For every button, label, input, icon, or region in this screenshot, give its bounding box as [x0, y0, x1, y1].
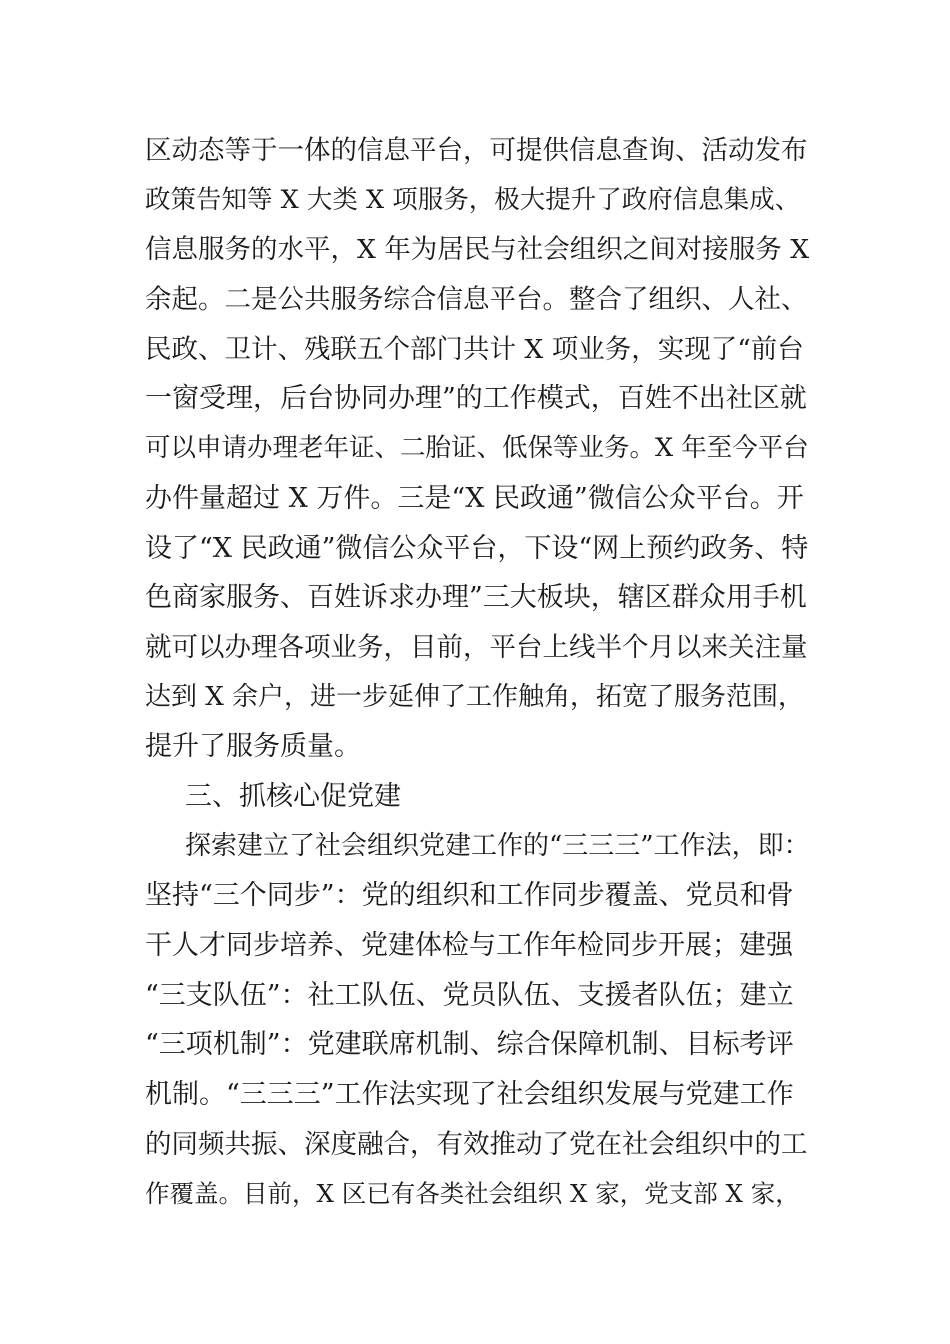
paragraph-first-line: 探索建立了社会组织党建工作的“三三三”工作法，即： [185, 830, 810, 861]
text-line: 设了“X 民政通”微信公众平台，下设“网上预约政务、特 [145, 532, 809, 564]
text-line: 办件量超过 X 万件。三是“X 民政通”微信公众平台。开 [145, 482, 804, 514]
text-line: 区动态等于一体的信息平台，可提供信息查询、活动发布 [145, 135, 808, 166]
text-line: 坚持“三个同步”：党的组织和工作同步覆盖、党员和骨 [145, 880, 794, 912]
text-line: 就可以办理各项业务，目前，平台上线半个月以来关注量 [145, 631, 808, 663]
text-line: 余起。二是公共服务综合信息平台。整合了组织、人社、 [145, 284, 808, 316]
text-line: 的同频共振、深度融合，有效推动了党在社会组织中的工 [145, 1128, 808, 1160]
text-line: “三项机制”：党建联席机制、综合保障机制、目标考评 [145, 1029, 794, 1061]
body-text [145, 126, 810, 1219]
text-line: “三支队伍”：社工队伍、党员队伍、支援者队伍；建立 [145, 979, 794, 1011]
text-line: 作覆盖。目前，X 区已有各类社会组织 X 家，党支部 X 家， [145, 1179, 800, 1209]
text-line: 机制。“三三三”工作法实现了社会组织发展与党建工作 [145, 1079, 794, 1111]
text-line: 可以申请办理老年证、二胎证、低保等业务。X 年至今平台 [145, 433, 809, 464]
text-line: 一窗受理，后台协同办理”的工作模式，百姓不出社区就 [145, 383, 807, 415]
paragraph-first-line: 三、抓核心促党建 [185, 780, 401, 812]
text-line: 信息服务的水平，X 年为居民与社会组织之间对接服务 X [145, 234, 810, 266]
text-line: 民政、卫计、残联五个部门共计 X 项业务，实现了“前台 [145, 333, 804, 365]
text-line: 政策告知等 X 大类 X 项服务，极大提升了政府信息集成、 [145, 184, 801, 215]
text-line: 达到 X 余户，进一步延伸了工作触角，拓宽了服务范围， [145, 681, 805, 712]
text-line: 提升了服务质量。 [145, 731, 361, 763]
text-line: 干人才同步培养、党建体检与工作年检同步开展；建强 [145, 930, 793, 961]
text-line: 色商家服务、百姓诉求办理”三大板块，辖区群众用手机 [145, 582, 807, 614]
